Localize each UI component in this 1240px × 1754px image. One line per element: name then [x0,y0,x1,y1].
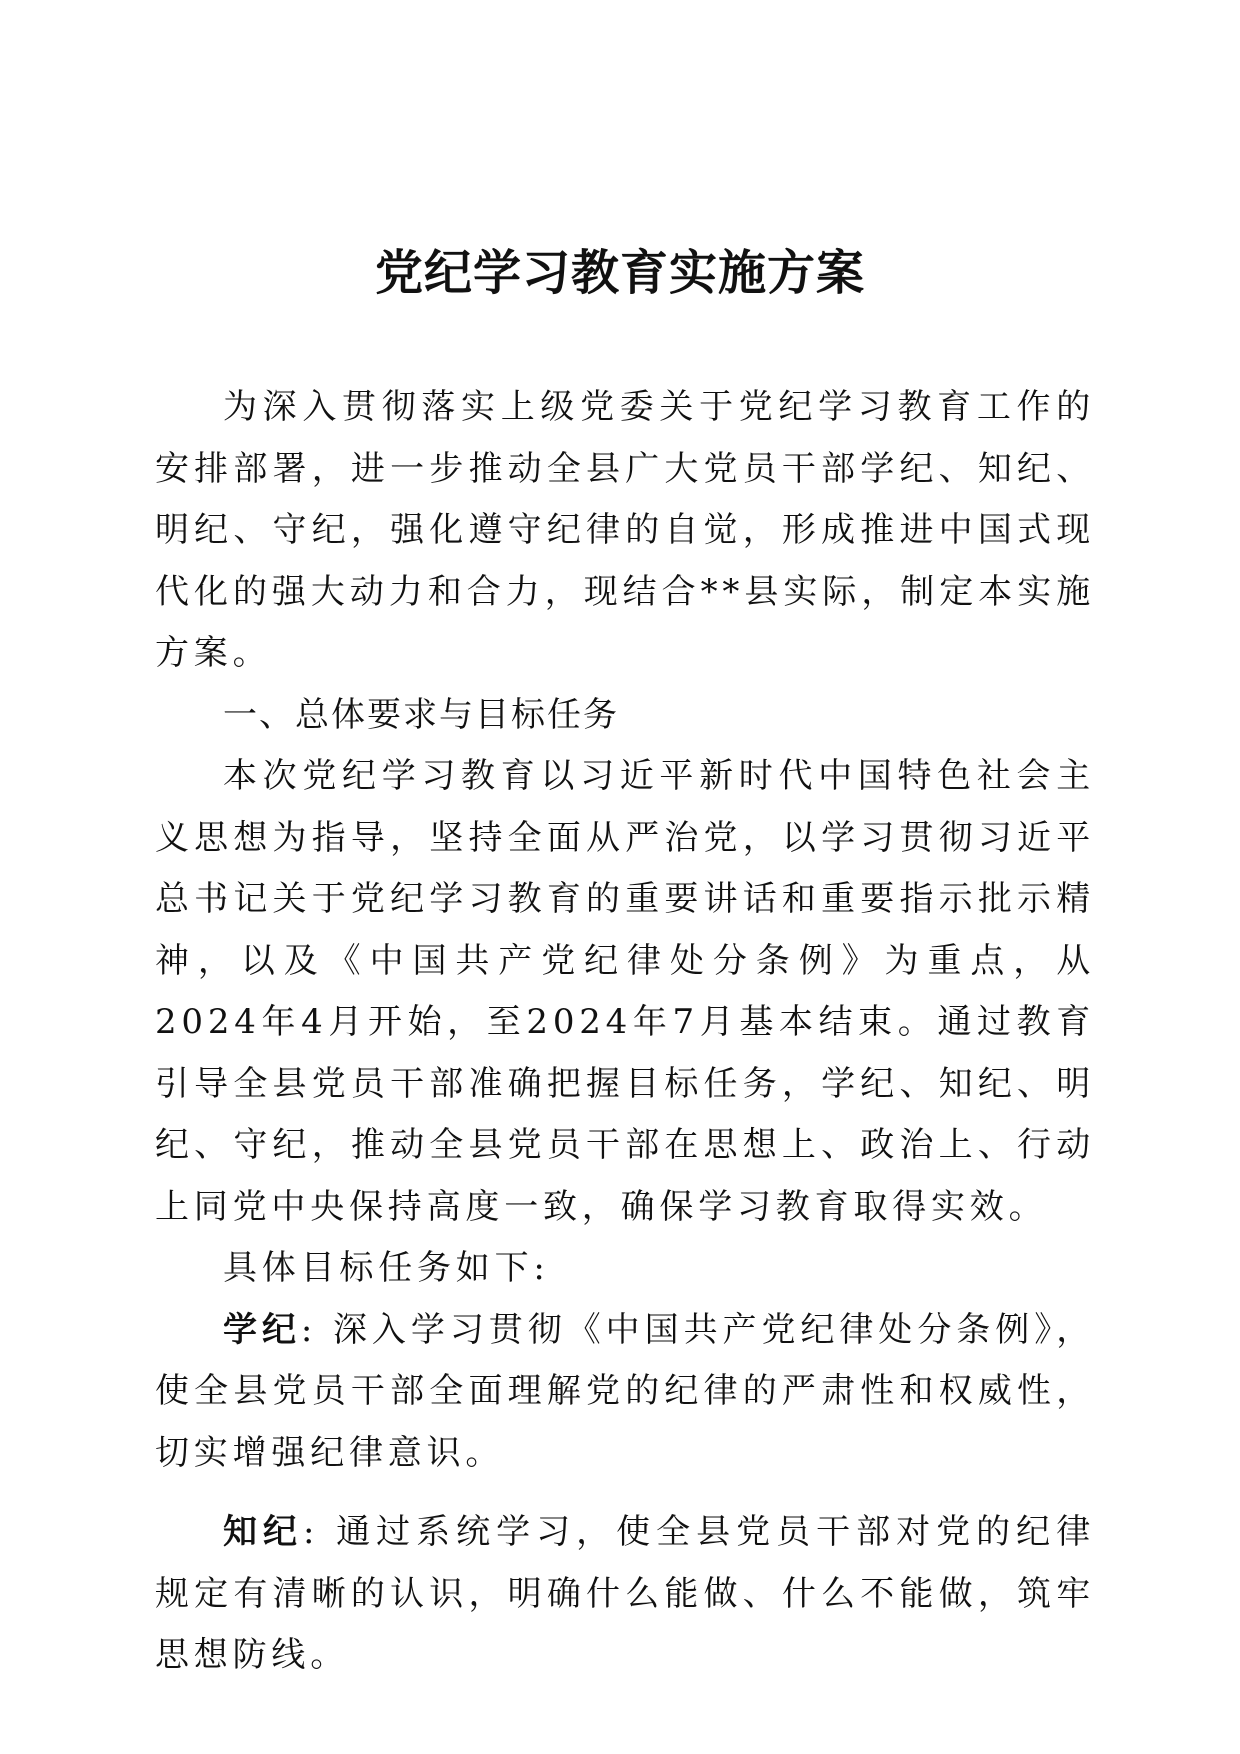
task-separator: : [303,1512,337,1552]
section-body-paragraph: 本次党纪学习教育以习近平新时代中国特色社会主义思想为指导，坚持全面从严治党，以学习贯彻习近平总书记关于党纪学习教育的重要讲话和重要指示批示精神，以及《中国共产党纪律处分条例》为重点，从2024年4月开始，至2024年7月基本结束。通过教育引导全县党员干部准确把握目标任务，学纪、知纪、明纪、守纪，推动全县党员干部在思想上、政治上、行动上同党中央保持高度一致，确保学习教育取得实效。 [155,756,1095,1227]
task-item-zhiji [155,1502,1095,1687]
task-text: 深入学习贯彻《中国共产党纪律处分条例》，使全县党员干部全面理解党的纪律的严肃性和权威性，切实增强纪律意识。 [155,1309,1095,1473]
task-text: 通过系统学习，使全县党员干部对党的纪律规定有清晰的认识，明确什么能做、什么不能做，筑牢思想防线。 [155,1512,1095,1675]
task-label: 学纪 [223,1309,301,1350]
tasks-intro: 具体目标任务如下: [223,1248,550,1288]
task-item-xueji [155,1300,1095,1485]
document-body [155,377,1095,1687]
task-separator: : [300,1309,333,1350]
section-heading: 一、总体要求与目标任务 [223,694,619,735]
intro-paragraph: 为深入贯彻落实上级党委关于党纪学习教育工作的安排部署，进一步推动全县广大党员干部学纪、知纪、明纪、守纪，强化遵守纪律的自觉，形成推进中国式现代化的强大动力和合力，现结合**县实际，制定本实施方案。 [155,387,1095,673]
task-label: 知纪 [223,1512,304,1552]
document-title: 党纪学习教育实施方案 [374,245,865,301]
